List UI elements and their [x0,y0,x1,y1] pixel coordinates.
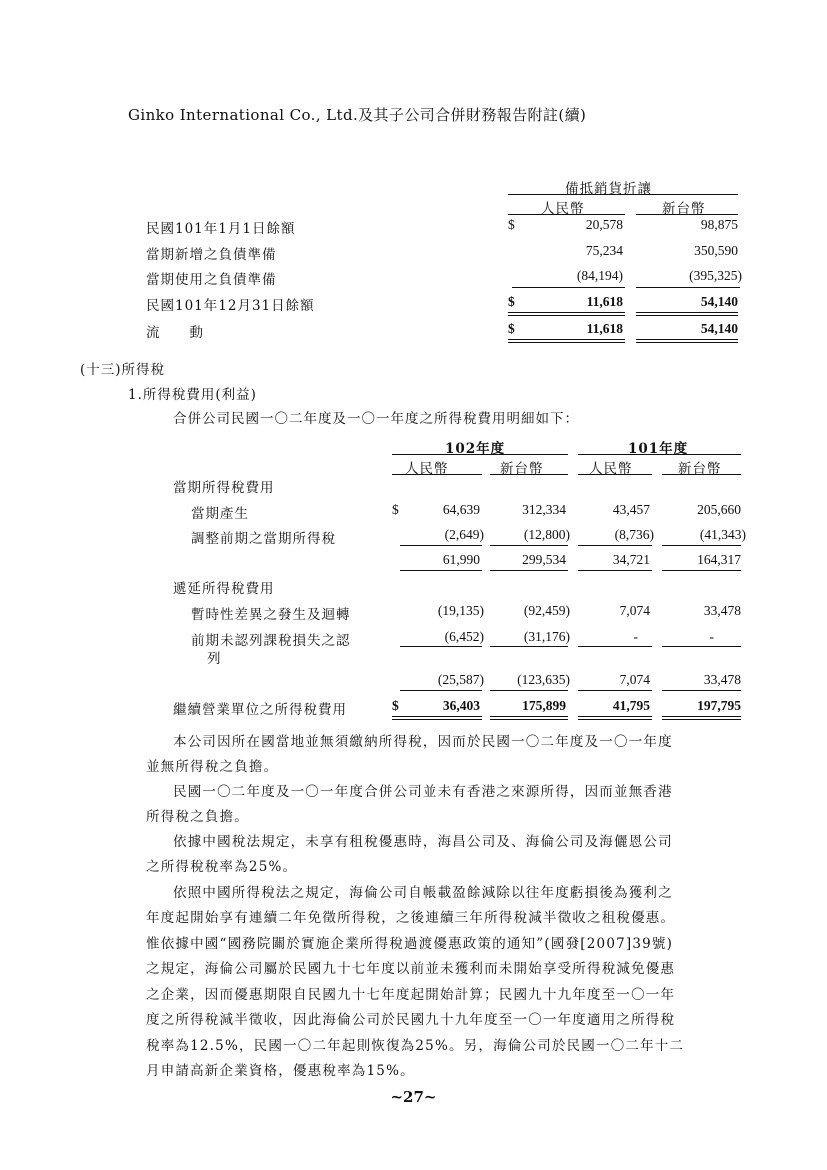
value-cell: (31,176) [523,629,570,644]
paragraph-line: 之所得稅稅率為25%。 [146,859,298,875]
col-rmb-101: 人民幣 [589,461,633,477]
year-102-header: 102年度 [445,441,506,457]
rmb-value: (84,194) [576,268,623,283]
currency-sign: $ [508,217,515,232]
subtotal-cell: 61,990 [442,552,480,567]
paragraph-line: 並無所得稅之負擔。 [146,759,279,775]
paragraph-line: 所得稅之負擔。 [146,809,249,825]
year-101-header: 101年度 [628,441,689,457]
table-row-label: 當期新增之負債準備 [146,247,277,263]
ntd-value: 54,140 [700,321,738,336]
rmb-value: 75,234 [585,243,623,258]
current-tax-header: 當期所得稅費用 [173,480,275,496]
subtotal-cell: 299,534 [522,552,566,567]
currency-sign: $ [392,698,399,713]
paragraph-line: 民國一〇二年度及一〇一年度合併公司並未有香港之來源所得，因而並無香港 [173,784,673,800]
value-cell: 205,660 [697,502,741,517]
paragraph-line: 度之所得稅減半徵收，因此海倫公司於民國九十九年度至一〇一年度適用之所得稅 [146,1012,676,1028]
value-cell: - [709,629,714,644]
value-cell: (2,649) [444,527,484,542]
total-cell: 197,795 [697,698,741,713]
total-cell: 175,899 [522,698,566,713]
value-cell: 43,457 [612,502,650,517]
value-cell: 312,334 [522,502,566,517]
paragraph-line: 年度起開始享有連續二年免徵所得稅，之後連續三年所得稅減半徵收之租稅優惠。 [146,910,676,926]
table-row-label: 當期使用之負債準備 [146,272,277,288]
table1-col-ntd: 新台幣 [662,201,706,217]
table-row-label: 民國101年1月1日餘額 [146,221,296,237]
table-row-label: 當期產生 [191,506,249,522]
subtotal-cell: (123,635) [517,672,570,687]
total-cell: 36,403 [442,698,480,713]
total-label: 繼續營業單位之所得稅費用 [173,702,347,718]
table-row-label: 調整前期之當期所得稅 [191,531,336,547]
subtotal-cell: 34,721 [612,552,650,567]
paragraph-line: 本公司因所在國當地並無須繳納所得稅，因而於民國一〇二年度及一〇一年度 [173,734,673,750]
section-heading: (十三)所得稅 [80,362,166,378]
deferred-tax-header: 遞延所得稅費用 [173,581,275,597]
value-cell: (41,343) [699,527,746,542]
currency-sign: $ [508,294,515,309]
value-cell: 64,639 [442,502,480,517]
subtotal-cell: 164,317 [697,552,741,567]
total-cell: 41,795 [612,698,650,713]
ntd-value: (395,325) [689,268,742,283]
value-cell: - [633,629,638,644]
subtotal-cell: (25,587) [437,672,484,687]
value-cell: (6,452) [444,629,484,644]
table-row-label: 流 動 [146,325,204,341]
paragraph-line: 之規定，海倫公司屬於民國九十七年度以前並未獲利而未開始享受所得稅減免優惠 [146,961,676,977]
subtotal-cell: 33,478 [703,672,741,687]
paragraph-line: 依據中國稅法規定，未享有租稅優惠時，海昌公司及、海倫公司及海儷恩公司 [173,834,673,850]
paragraph-line: 稅率為12.5%，民國一〇二年起則恢復為25%。另，海倫公司於民國一〇二年十二 [146,1038,685,1054]
paragraph-line: 月申請高新企業資格，優惠稅率為15%。 [146,1063,415,1079]
ntd-value: 350,590 [694,243,738,258]
col-ntd-102: 新台幣 [500,461,544,477]
page-title: Ginko International Co., Ltd.及其子公司合併財務報告附註(續) [128,106,587,124]
col-ntd-101: 新台幣 [678,461,722,477]
value-cell: (8,736) [614,527,654,542]
table1-col-rmb: 人民幣 [541,201,585,217]
paragraph-line: 惟依據中國“國務院關於實施企業所得稅過渡優惠政策的通知”(國發[2007]39號) [146,936,674,952]
table-row-label: 前期未認列課稅損失之認 [191,633,351,649]
subsection-heading: 1.所得稅費用(利益) [128,387,257,403]
value-cell: 33,478 [703,603,741,618]
value-cell: 7,074 [619,603,650,618]
subtotal-cell: 7,074 [619,672,650,687]
table1-group-header: 備抵銷貨折讓 [565,181,652,197]
ntd-value: 54,140 [700,294,738,309]
paragraph-line: 之企業，因而優惠期限自民國九十七年度起開始計算；民國九十九年度至一〇一年 [146,987,676,1003]
col-rmb-102: 人民幣 [405,461,449,477]
intro-text: 合併公司民國一〇二年度及一〇一年度之所得稅費用明細如下： [173,411,579,427]
table-row-label: 民國101年12月31日餘額 [146,298,315,314]
currency-sign: $ [392,502,399,517]
table-row-label-cont: 列 [207,651,222,667]
value-cell: (19,135) [437,603,484,618]
value-cell: (92,459) [523,603,570,618]
rmb-value: 20,578 [585,217,623,232]
currency-sign: $ [508,321,515,336]
rmb-value: 11,618 [586,294,623,309]
page-number: ~27~ [390,1088,437,1106]
paragraph-line: 依照中國所得稅法之規定，海倫公司自帳載盈餘減除以往年度虧損後為獲利之 [173,885,673,901]
ntd-value: 98,875 [700,217,738,232]
rmb-value: 11,618 [586,321,623,336]
value-cell: (12,800) [523,527,570,542]
table-row-label: 暫時性差異之發生及迴轉 [191,607,351,623]
